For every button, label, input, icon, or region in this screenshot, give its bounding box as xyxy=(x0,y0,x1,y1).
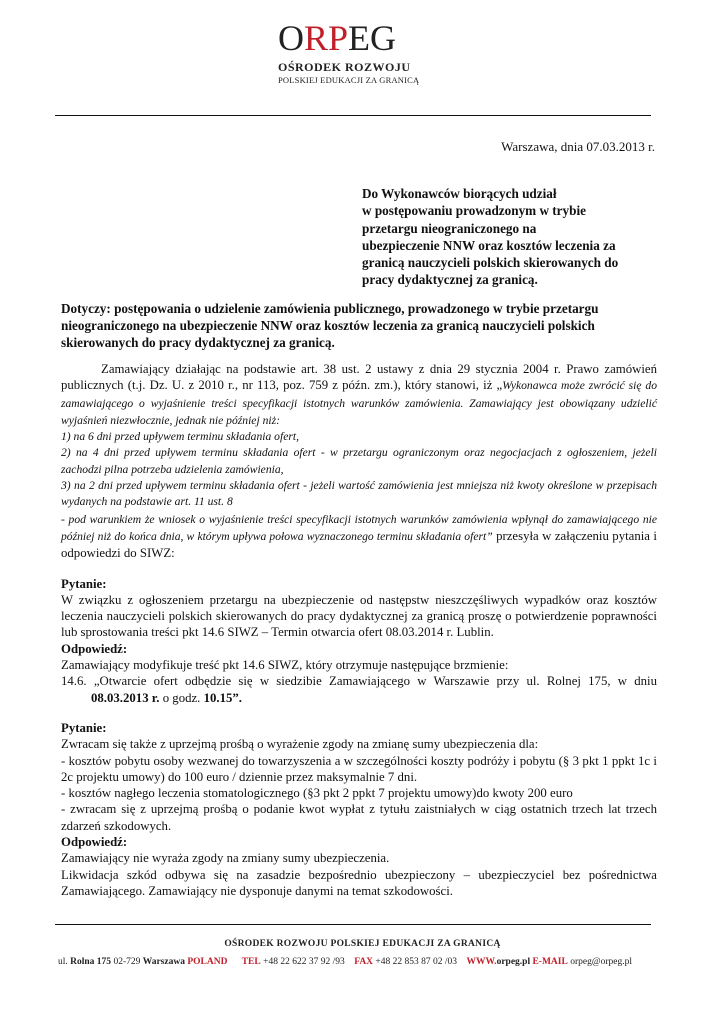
question-line: Zwracam się także z uprzejmą prośbą o wyrażenie zgody na zmianę sumy ubezpieczenia dla: xyxy=(61,737,539,752)
intro-tail: przesyła w załączeniu pytania i odpowiedzi do SIWZ: xyxy=(61,528,657,561)
question-heading: Pytanie: xyxy=(61,720,107,735)
footer-divider xyxy=(55,924,651,925)
intro-paragraph xyxy=(61,361,657,429)
answer-line: Zamawiający nie wyraża zgody na zmiany sumy ubezpieczenia. xyxy=(61,851,390,866)
question-text: W związku z ogłoszeniem przetargu na ubezpieczenie od następstw nieszczęśliwych wypadków oraz kosztów leczenia nauczycieli polskich skierowanych do pracy dydaktycznej za granicą proszę o potwierdzenie poprawności lub sprostowania treści pkt 14.6 SIWZ – Termin otwarcia ofert 08.03.2014 r. Lublin. xyxy=(61,592,657,640)
quote-item-final xyxy=(61,511,657,562)
email-link[interactable]: orpeg@orpeg.pl xyxy=(570,957,632,967)
letter-date: Warszawa, dnia 07.03.2013 r. xyxy=(501,139,655,154)
answer-line: Likwidacja szkód odbywa się na zasadzie bezpośrednio ubezpieczony – ubezpieczyciel bez pośrednictwa Zamawiającego. Zamawiający nie dysponuje danymi na temat szkodowości. xyxy=(61,867,657,898)
header-divider xyxy=(55,115,651,116)
addr-zip: 02-729 xyxy=(111,957,143,967)
addressee-line: ubezpieczenie NNW oraz kosztów leczenia za xyxy=(362,237,616,253)
question-line: - zwracam się z uprzejmą prośbą o podanie kwot wypłat z tytułu zaistniałych w ciąg ostatnich trzech lat trzech zdarzeń szkodowych. xyxy=(61,802,657,833)
addr-street: Rolna 175 xyxy=(70,957,112,967)
clause-14-6 xyxy=(61,673,657,706)
answer-heading: Odpowiedź: xyxy=(61,835,128,850)
clause-text: 14.6. „Otwarcie ofert odbędzie się w siedzibie Zamawiającego w Warszawie przy ul. Rolnej 175, w dniu xyxy=(61,674,657,689)
addressee-line: w postępowaniu prowadzonym w trybie xyxy=(362,203,586,219)
footer-org: OŚRODEK ROZWOJU POLSKIEJ EDUKACJI ZA GRANICĄ xyxy=(224,939,501,949)
subject-line: Dotyczy: postępowania o udzielenie zamówienia publicznego, prowadzonego w trybie przetargu nieograniczonego na ubezpieczenie NNW oraz kosztów leczenia za granicą nauczycieli polskich skierowanych do pracy dydaktycznej za granicą. xyxy=(61,301,599,350)
fax-value: +48 22 853 87 02 /03 xyxy=(375,957,458,967)
www-link[interactable]: orpeg.pl xyxy=(496,957,531,967)
fax-label: FAX xyxy=(354,957,374,967)
question-line: - kosztów pobytu osoby wezwanej do towarzyszenia a w szczególności koszty podróży i pobytu (§ 3 pkt 1 ppkt 1c i 2c projektu umowy) do 100 euro / dziennie przez maksymalnie 7 dni. xyxy=(61,753,657,784)
intro-quote: Wykonawca może zwrócić się do zamawiającego o wyjaśnienie treści specyfikacji istotnych warunków zamówienia. Zamawiający jest obowiązany udzielić wyjaśnień niezwłocznie, jednak nie później niż: xyxy=(61,379,658,427)
addressee-block xyxy=(362,185,662,289)
footer-contact xyxy=(58,957,658,967)
tel-value: +48 22 622 37 92 /93 xyxy=(263,957,345,967)
quote-item-4: - pod warunkiem że wniosek o wyjaśnienie treści specyfikacji istotnych warunków zamówienia wpłynął do zamawiającego nie później niż do końca dnia, w którym upływa połowa wyznaczonego terminu składania ofert” xyxy=(61,512,657,543)
answer-heading: Odpowiedź: xyxy=(61,641,128,656)
addr-country: POLAND xyxy=(187,957,228,967)
logo-letter-o: O xyxy=(278,18,304,58)
clause-time: 10.15”. xyxy=(203,690,242,705)
addressee-line: Do Wykonawców biorących udział xyxy=(362,186,557,201)
logo-wordmark xyxy=(278,20,438,56)
orpeg-logo xyxy=(278,20,438,90)
clause-mid: o godz. xyxy=(159,690,204,705)
letter-body xyxy=(61,361,657,899)
question-heading: Pytanie: xyxy=(61,576,107,591)
quote-item: 2) na 4 dni przed upływem terminu składania ofert - w przetargu ograniczonym oraz negocjacjach z ogłoszeniem, jeżeli zachodzi pilna potrzeba udzielenia zamówienia, xyxy=(61,446,657,476)
www-label: WWW. xyxy=(466,957,497,967)
logo-letters-eg: EG xyxy=(348,18,397,58)
addr-city: Warszawa xyxy=(142,957,185,967)
addr-prefix: ul. xyxy=(58,957,71,967)
clause-date: 08.03.2013 r. xyxy=(91,690,160,705)
email-label: E-MAIL xyxy=(532,957,568,967)
tel-label: TEL xyxy=(241,957,261,967)
addressee-line: granicą nauczycieli polskich skierowanych do xyxy=(362,255,619,271)
question-line: - kosztów nagłego leczenia stomatologicznego (§3 pkt 2 ppkt 7 projektu umowy)do kwoty 200 euro xyxy=(61,786,573,801)
logo-line1: OŚRODEK ROZWOJU xyxy=(278,60,411,74)
intro-lead: Zamawiający działając na podstawie art. 38 ust. 2 ustawy z dnia 29 stycznia 2004 r. Prawo zamówień publicznych (t.j. Dz. U. z 2010 r., nr 113, poz. 759 z późn. zm.), który stanowi, iż „ xyxy=(61,362,657,393)
quote-item: 1) na 6 dni przed upływem terminu składania ofert, xyxy=(61,430,299,444)
logo-letters-rp: RP xyxy=(304,18,349,58)
addressee-line: przetargu nieograniczonego na xyxy=(362,220,537,236)
answer-text: Zamawiający modyfikuje treść pkt 14.6 SIWZ, który otrzymuje następujące brzmienie: xyxy=(61,658,509,673)
addressee-line: pracy dydaktycznej za granicą. xyxy=(362,272,538,288)
quote-item: 3) na 2 dni przed upływem terminu składania ofert - jeżeli wartość zamówienia jest mniejsza niż kwoty określone w przepisach wydanych na podstawie art. 11 ust. 8 xyxy=(61,479,657,509)
logo-line2: POLSKIEJ EDUKACJI ZA GRANICĄ xyxy=(278,75,420,85)
